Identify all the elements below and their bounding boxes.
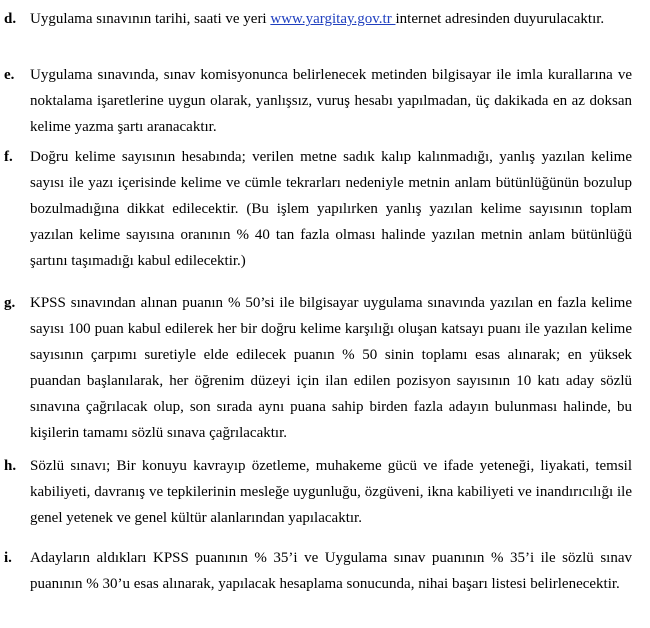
item-text: Uygulama sınavında, sınav komisyonunca belirlenecek metinden bilgisayar ile imla kurallarına ve noktalama işaretlerine uygun olarak, yanlışsız, vuruş hesabı yapılmadan, üç dakikada en az doksan kelime yazma şartı aranacaktır. [30, 67, 632, 135]
item-text: Doğru kelime sayısının hesabında; verilen metne sadık kalıp kalınmadığı, yanlış yazılan kelime sayısı ile yazı içerisinde kelime ve cümle tekrarları nedeniyle metnin anlam bütünlüğünün bozulup bozulmadığına dikkat edilecektir. (Bu işlem yapılırken yanlış yazılan kelime sayısının toplam yazılan kelime sayısına oranının % 40 tan fazla olması halinde yazılan metnin anlam bütünlüğü şartını taşımadığı kabul edilecektir.) [30, 149, 632, 269]
item-marker: d. [4, 11, 17, 27]
item-text [30, 6, 632, 32]
item-marker: f. [4, 149, 13, 165]
item-text: KPSS sınavından alınan puanın % 50’si ile bilgisayar uygulama sınavında yazılan en fazla kelime sayısı 100 puan kabul edilerek her bir doğru kelime karşılığı oluşan katsayı puanı ile yazılan kelime sayısının çarpımı suretiyle elde edilecek puanın % 50 sinin toplamı esas alınarak; en yüksek puandan başlanılarak, her öğrenim düzeyi için ilan edilen pozisyon sayısının 10 katı aday sözlü sınavına çağrılacak olup, son sırada aynı puana sahip birden fazla adayın bulunması halinde, bu kişilerin tamamı sözlü sınava çağrılacaktır. [30, 295, 632, 441]
item-text-before-link: Uygulama sınavının tarihi, saati ve yeri [30, 11, 271, 27]
item-marker: e. [4, 67, 15, 83]
item-marker: i. [4, 550, 12, 566]
item-text-after-link: internet adresinden duyurulacaktır. [395, 11, 605, 27]
item-text: Adayların aldıkları KPSS puanının % 35’i ve Uygulama sınav puanının % 35’i ile sözlü sınav puanının % 30’u esas alınarak, yapılacak hesaplama sonucunda, nihai başarı listesi belirlenecektir. [30, 550, 632, 592]
yargitay-website-link[interactable]: www.yargitay.gov.tr [270, 11, 396, 27]
item-marker: h. [4, 458, 17, 474]
item-text: Sözlü sınavı; Bir konuyu kavrayıp özetleme, muhakeme gücü ve ifade yeteneği, liyakati, temsil kabiliyeti, davranış ve tepkilerinin mesleğe uygunluğu, özgüveni, ikna kabiliyeti ve inandırıcılığı ile genel yetenek ve genel kültür alanlarından yapılacaktır. [30, 458, 632, 526]
item-marker: g. [4, 295, 16, 311]
